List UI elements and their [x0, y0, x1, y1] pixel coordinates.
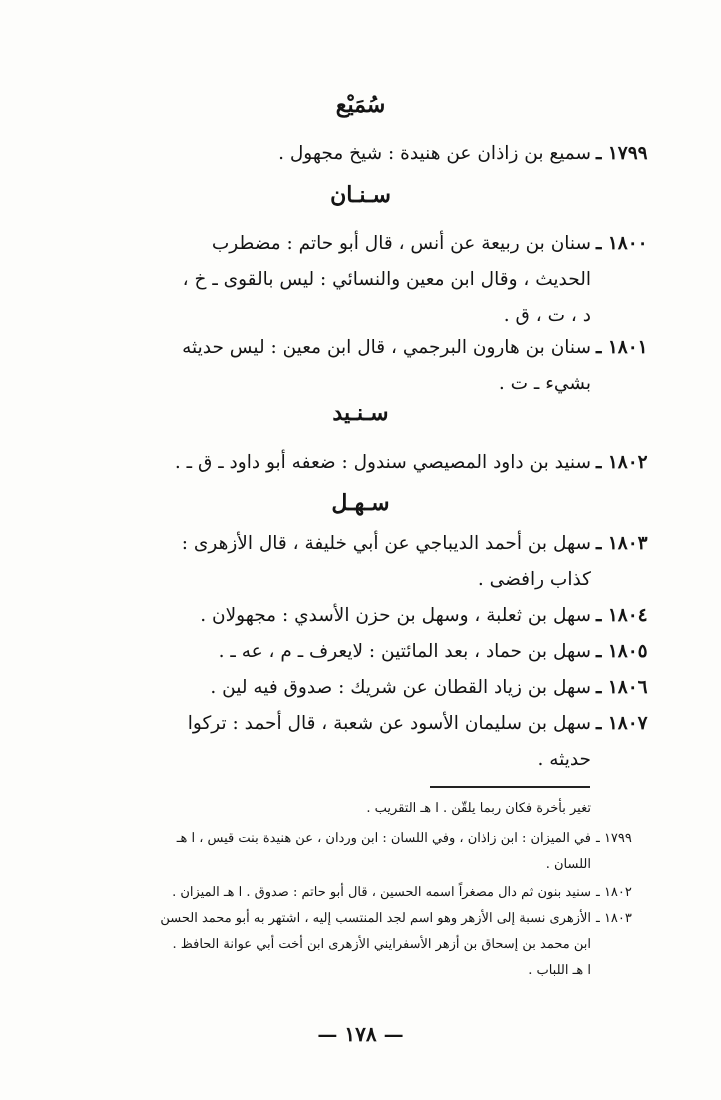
- section-heading-sunayd: سـنـيد: [332, 400, 389, 426]
- entry-number: ١٨٠٤ ـ: [596, 605, 648, 626]
- footnote-number: ١٧٩٩ ـ: [596, 831, 632, 846]
- entry-number: ١٨٠٥ ـ: [596, 641, 648, 662]
- footnote-divider: [430, 786, 590, 788]
- entry-1802: [70, 445, 648, 481]
- entry-line: كذاب رافضى .: [477, 569, 591, 590]
- section-heading-sumay: سُمَيْع: [335, 92, 386, 118]
- entry-number: ١٨٠٧ ـ: [596, 713, 648, 734]
- entry-line: سهل بن سليمان الأسود عن شعبة ، قال أحمد : تركوا: [187, 713, 591, 734]
- entry-1804: [70, 598, 648, 634]
- entry-line: حديثه .: [537, 749, 591, 770]
- entry-number: ١٨٠٢ ـ: [596, 452, 648, 473]
- entry-line: سنان بن ربيعة عن أنس ، قال أبو حاتم : مضطرب: [211, 233, 591, 254]
- entry-number: ١٨٠٠ ـ: [596, 233, 648, 254]
- footnote-line: اللسان .: [545, 857, 591, 872]
- entry-line: سهل بن زياد القطان عن شريك : صدوق فيه لين .: [210, 677, 591, 698]
- footnote-line: الأزهرى نسبة إلى الأزهر وهو اسم لجد المنتسب إليه ، اشتهر به أبو محمد الحسن: [160, 911, 591, 926]
- entry-number: ١٨٠١ ـ: [596, 337, 648, 358]
- entry-1800: [70, 226, 648, 334]
- entry-1801: [70, 330, 648, 402]
- entry-1803: [70, 526, 648, 598]
- footnote-number: ١٨٠٣ ـ: [596, 911, 632, 926]
- footnote-continuation: [70, 796, 591, 822]
- entry-1806: [70, 670, 648, 706]
- entry-line: سميع بن زاذان عن هنيدة : شيخ مجهول .: [278, 143, 591, 164]
- entry-1807: [70, 706, 648, 778]
- footnote-line: ا هـ اللباب .: [528, 963, 591, 978]
- footnote-line: ابن محمد بن إسحاق بن أزهر الأسفرايني الأزهرى ابن أخت أبي عوانة الحافظ .: [172, 937, 591, 952]
- entry-1805: [70, 634, 648, 670]
- entry-line: د ، ت ، ق .: [503, 305, 591, 326]
- section-heading-sahl: سـهـل: [331, 490, 390, 516]
- entry-number: ١٧٩٩ ـ: [596, 143, 648, 164]
- entry-number: ١٨٠٣ ـ: [596, 533, 648, 554]
- footnote-line: سنيد بنون ثم دال مصغراً اسمه الحسين ، قال أبو حاتم : صدوق . ا هـ الميزان .: [172, 885, 591, 900]
- footnote-1799: [70, 826, 632, 878]
- footnote-1802: [70, 880, 632, 906]
- footnote-number: ١٨٠٢ ـ: [596, 885, 632, 900]
- entry-line: سهل بن أحمد الديباجي عن أبي خليفة ، قال الأزهرى :: [181, 533, 591, 554]
- section-heading-sinan: سـنـان: [330, 182, 391, 208]
- entry-line: سنيد بن داود المصيصي سندول : ضعفه أبو داود ـ ق ـ .: [174, 452, 591, 473]
- footnote-line: تغير بأخرة فكان ربما يلقّن . ا هـ التقريب .: [366, 801, 591, 816]
- entry-number: ١٨٠٦ ـ: [596, 677, 648, 698]
- entry-line: سهل بن حماد ، بعد المائتين : لايعرف ـ م ، عه ـ .: [218, 641, 591, 662]
- footnote-line: في الميزان : ابن زاذان ، وفي اللسان : ابن وردان ، عن هنيدة بنت قيس ، ا هـ: [176, 831, 591, 846]
- entry-line: سنان بن هارون البرجمي ، قال ابن معين : ليس حديثه: [182, 337, 591, 358]
- entry-1799: [70, 136, 648, 172]
- entry-line: بشيء ـ ت .: [498, 373, 591, 394]
- entry-line: سهل بن ثعلبة ، وسهل بن حزن الأسدي : مجهولان .: [200, 605, 591, 626]
- entry-line: الحديث ، وقال ابن معين والنسائي : ليس بالقوى ـ خ ،: [182, 269, 591, 290]
- page-number: — ١٧٨ —: [317, 1022, 404, 1046]
- footnote-1803: [70, 906, 632, 984]
